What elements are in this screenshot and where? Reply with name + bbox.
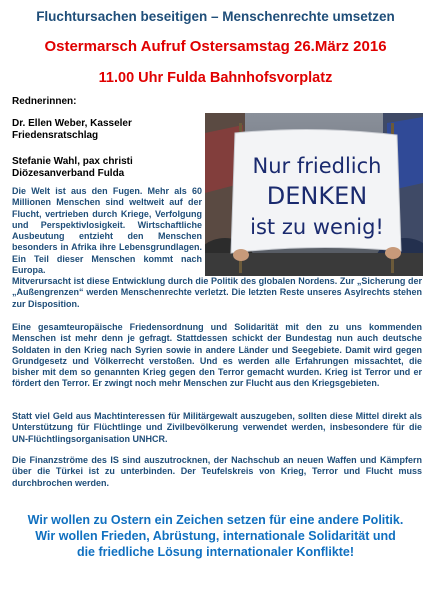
banner-text-line3: ist zu wenig! <box>250 215 384 239</box>
headline-ostermarsch: Ostermarsch Aufruf Ostersamstag 26.März 2016 <box>44 38 387 55</box>
closing-line-3: die friedliche Lösung internationaler Konflikte! <box>76 545 355 559</box>
speakers-block <box>12 96 200 194</box>
paragraph-friedensordnung: Eine gesamteuropäische Friedensordnung und Solidarität mit den zu uns kommenden Menschen ist mehr denn je gefragt. Stattdessen schickt der Bundestag nun auch deutsche Soldaten in den Krieg nach Syrien sowie in andere Länder und Seegebiete. Damit wird gegen Grundgesetz und Völkerrecht verstoßen. Und es werden alle Erfahrungen missachtet, die bisher mit dem so genannten Krieg gegen den Terror gemacht wurden. Krieg ist Terror und er fördert den Terror. Er zwingt noch mehr Menschen zur Flucht aus den Kriegsgebieten. <box>12 322 422 389</box>
paragraph-militaergewalt: Statt viel Geld aus Machtinteressen für Militärgewalt auszugeben, sollten diese Mittel direkt als Unterstützung für Flüchtlinge und Zivilbevölkerung verwendet werden, insbesondere für die UN-Flüchtlingsorganisation UNHCR. <box>12 411 422 444</box>
closing-line-2: Wir wollen Frieden, Abrüstung, internationale Solidarität und <box>35 529 396 543</box>
banner-text-line2: DENKEN <box>266 182 368 210</box>
closing-line-1: Wir wollen zu Ostern ein Zeichen setzen für eine andere Politik. <box>27 513 404 527</box>
protest-photo-illustration <box>205 113 423 276</box>
speaker-1-org: Friedensratschlag <box>12 130 99 141</box>
banner-text-line1: Nur friedlich <box>252 154 382 178</box>
protest-photo <box>205 113 423 276</box>
speaker-2-name: Stefanie Wahl, pax christi <box>12 156 133 167</box>
speakers-title: Rednerinnen: <box>12 96 77 107</box>
speaker-2-org: Diözesanverband Fulda <box>12 168 125 179</box>
headline-fluchtursachen: Fluchtursachen beseitigen – Menschenrechte umsetzen <box>36 9 395 24</box>
speaker-2 <box>12 156 200 180</box>
speaker-1-name: Dr. Ellen Weber, Kasseler <box>12 118 132 129</box>
speaker-1 <box>12 118 200 142</box>
headline-time-location: 11.00 Uhr Fulda Bahnhofsvorplatz <box>98 70 333 86</box>
closing-appeal <box>0 512 431 560</box>
intro-paragraph: Die Welt ist aus den Fugen. Mehr als 60 Millionen Menschen sind weltweit auf der Flucht, vertrieben durch Kriege, Verfolgung und Perspektivlosigkeit. Wirtschaftliche Ausbeutung entzieht den Menschen besonders in Afrika ihre Lebensgrundlagen. Ein Teil dieser Menschen kommt nach Europa. <box>12 186 202 276</box>
paragraph-finanzstroeme: Die Finanzströme des IS sind auszutrocknen, der Nachschub an neuen Waffen und Kämpfern über die Türkei ist zu unterbinden. Der Teufelskreis von Krieg, Terror und Flucht muss durchbrochen werden. <box>12 455 422 488</box>
intro-paragraph-continued: Mitverursacht ist diese Entwicklung durch die Politik des globalen Nordens. Zur „Sicherung der „Außengrenzen“ werden Menschenrechte verletzt. Die letzten Reste unseres Asylrechts stehen zur Disposition. <box>12 276 422 309</box>
